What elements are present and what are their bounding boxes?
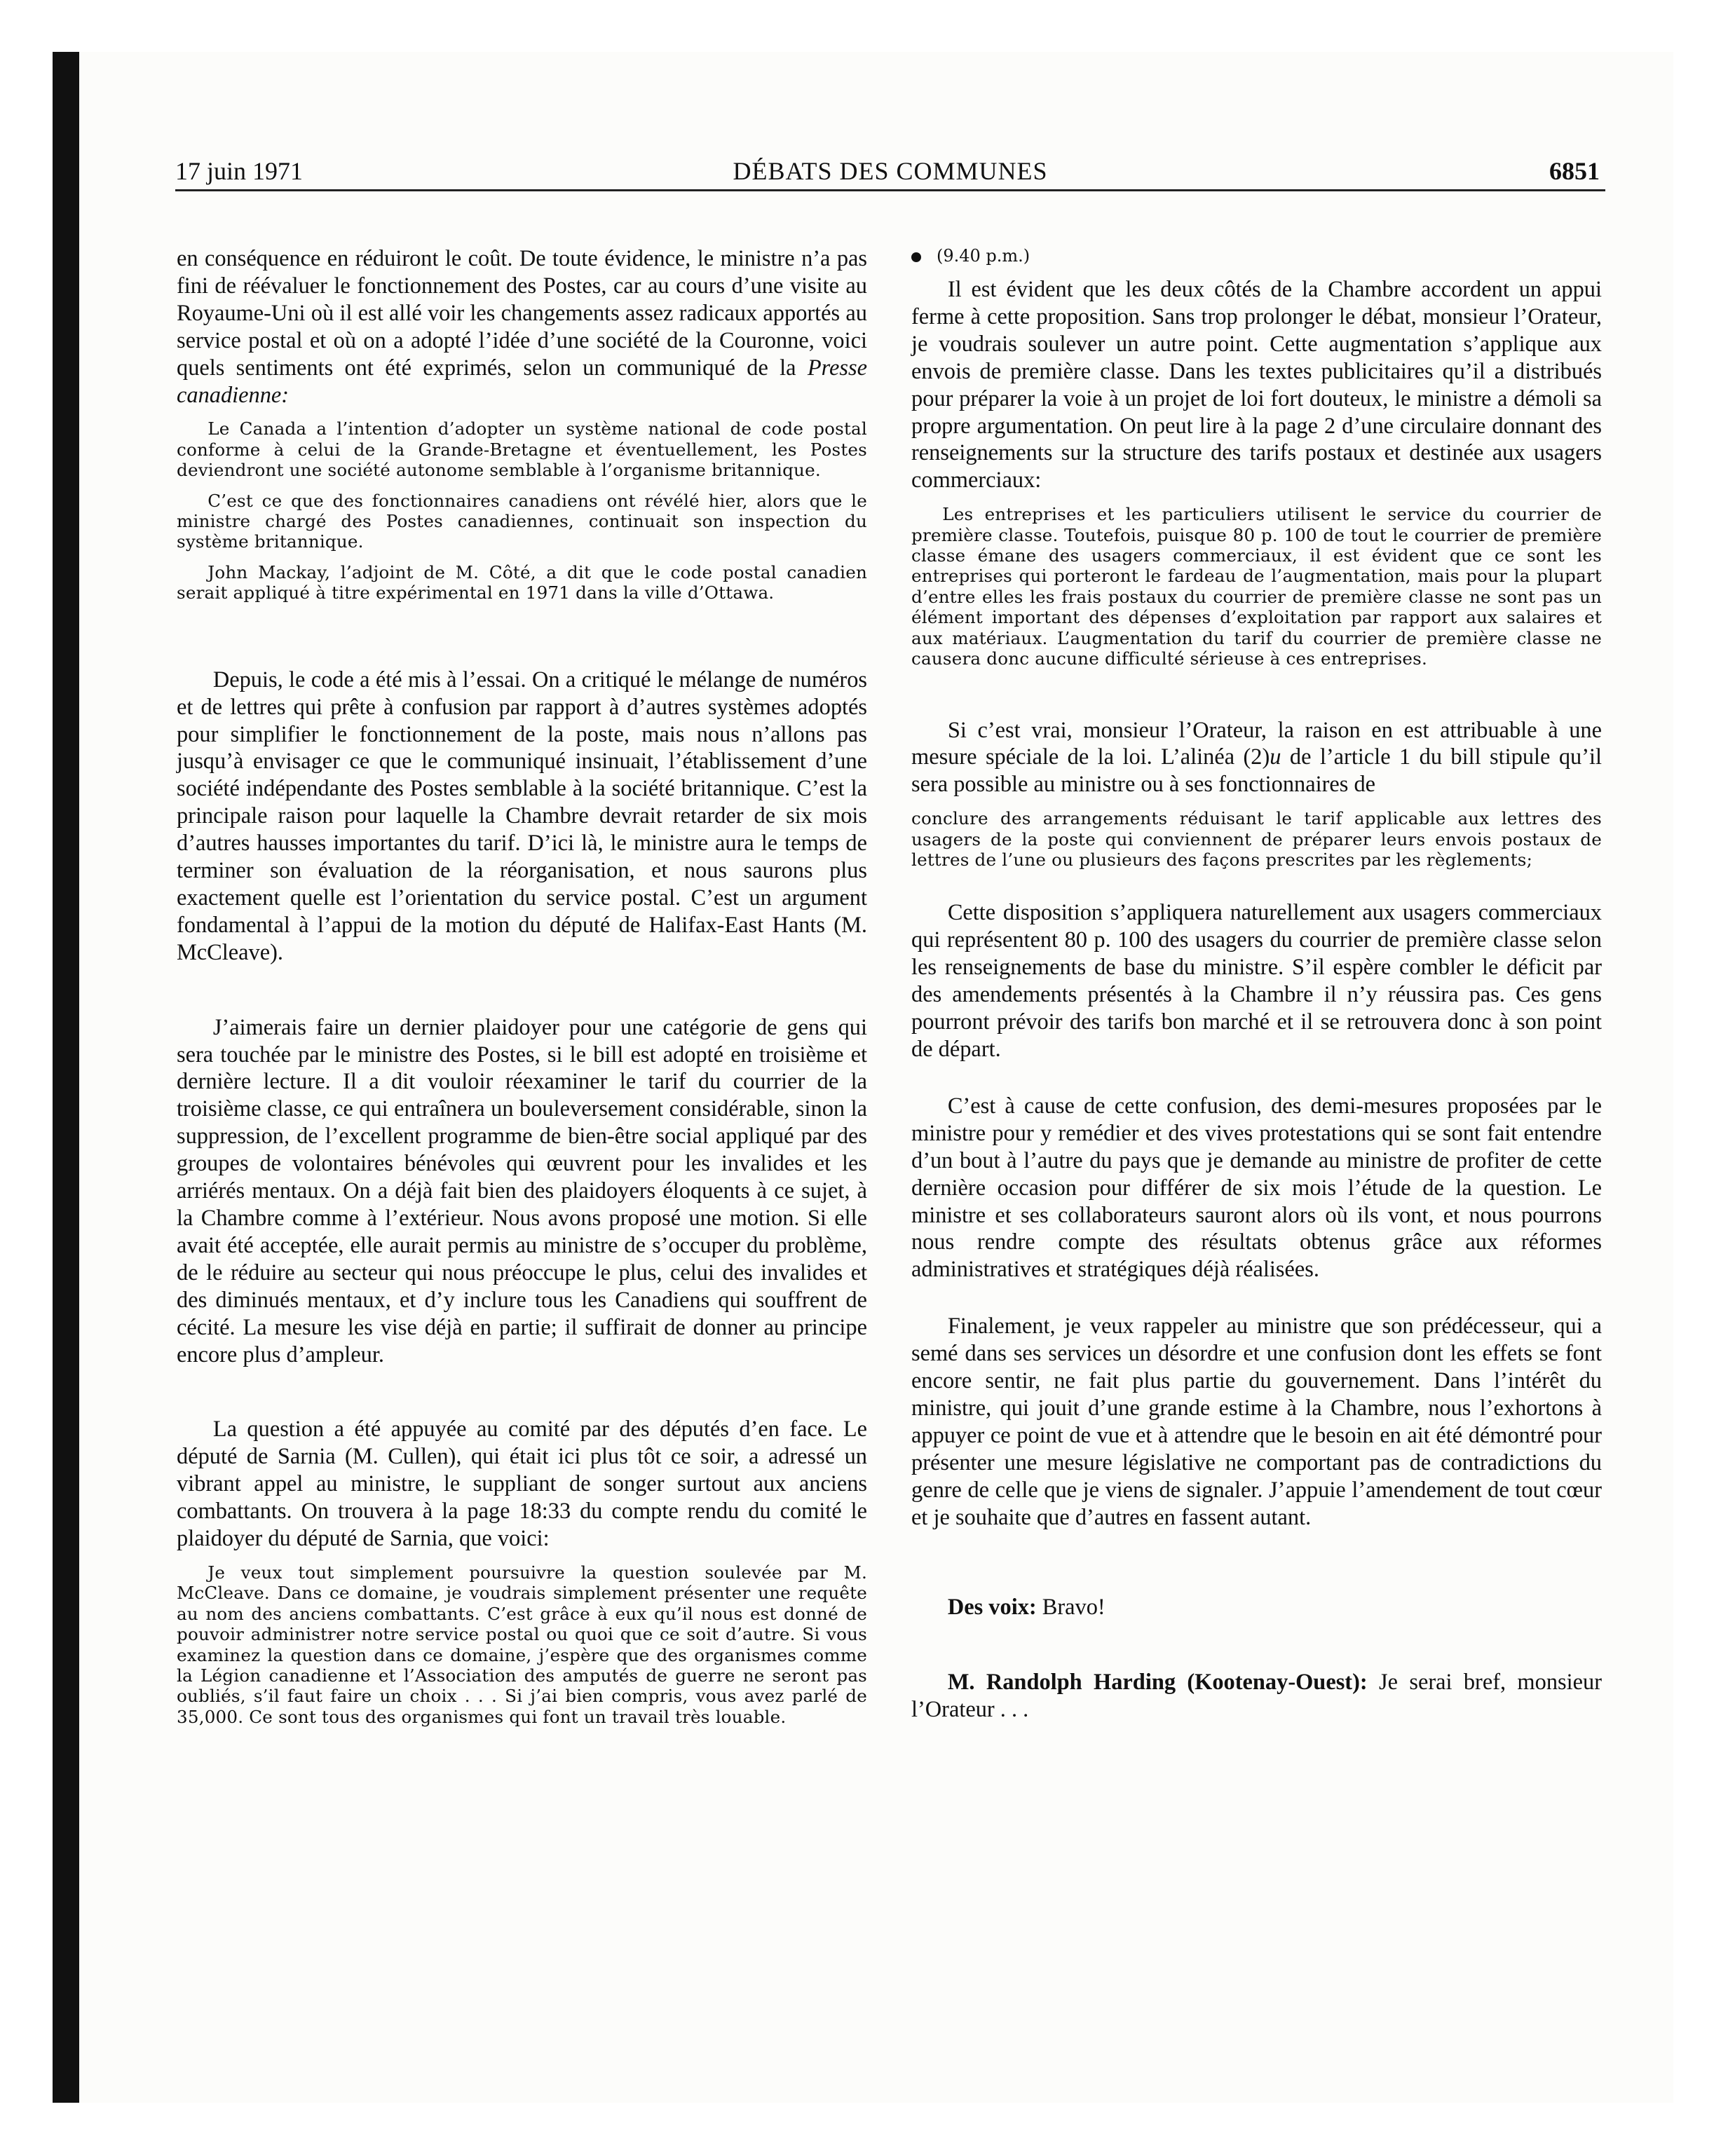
- paragraph: La question a été appuyée au comité par des députés d’en face. Le député de Sarnia (M. Cullen), qui était ici plus tôt ce soir, a adressé un vibrant appel au ministre, le suppliant de songer surtout aux anciens combattants. On trouvera à la page 18:33 du compte rendu du comité le plaidoyer du député de Sarnia, que voici:: [177, 1417, 867, 1552]
- speaker-line: [911, 1594, 1602, 1621]
- paragraph: J’aimerais faire un dernier plaidoyer pour une catégorie de gens qui sera touchée par le ministre des Postes, si le bill est adopté en troisième et dernière lecture. Il a dit vouloir réexaminer le tarif du courrier de la troisième classe, ce qui entraînera un bouleversement considérable, sinon la suppression, de l’excellent programme de bien-être social appliqué par des groupes de volontaires bénévoles qui œuvrent pour les invalides et les arriérés mentaux. On a déjà fait bien des plaidoyers éloquents à ce sujet, à la Chambre comme à l’extérieur. Nous avons proposé une motion. Si elle avait été acceptée, elle aurait permis au ministre de s’occuper du problème, de le réduire au secteur qui nous préoccupe le plus, celui des invalides et des diminués mentaux, et d’y inclure tous les Canadiens qui souffrent de cécité. La mesure les vise déjà en partie; il suffirait de donner au principe encore plus d’ampleur.: [177, 1014, 867, 1367]
- paragraph: [911, 717, 1602, 799]
- block-quote: Je veux tout simplement poursuivre la question soulevée par M. McCleave. Dans ce domaine, je voudrais simplement présenter une requête au nom des anciens combattants. C’est grâce à eux qu’il nous est donné de pouvoir administrer notre service postal ou quoi que ce soit d’autre. Si vous examinez la question dans ce domaine, j’espère que des organismes comme la Légion canadienne et l’Association des amputés de guerre ne seront pas oubliés, s’il faut faire un choix . . . Si j’ai bien compris, vous avez parlé de 35,000. Ce sont tous des organismes qui font un travail très louable.: [177, 1562, 867, 1727]
- block-quote: Le Canada a l’intention d’adopter un système national de code postal conforme à celui de la Grande-Bretagne et éventuellement, les Postes deviendront une société autonome semblable à l’organisme britannique.: [177, 418, 867, 481]
- paragraph: Cette disposition s’appliquera naturellement aux usagers commerciaux qui représentent 80 p. 100 des usagers du courrier de première classe selon les renseignements de base du ministre. S’il espère combler le déficit par des amendements présentés à la Chambre il n’y réussira pas. Ces gens pourront prévoir des tarifs bon marché et il se retrouvera donc à son point de départ.: [911, 900, 1602, 1062]
- left-column: [177, 245, 867, 1727]
- speaker-name: Des voix:: [947, 1595, 1037, 1621]
- right-column: [911, 245, 1602, 1724]
- block-quote: John Mackay, l’adjoint de M. Côté, a dit que le code postal canadien serait appliqué à titre expérimental en 1971 dans la ville d’Ottawa.: [177, 561, 867, 603]
- paragraph: C’est à cause de cette confusion, des demi-mesures proposées par le ministre pour y remédier et des vives protestations qui se sont fait entendre d’un bout à l’autre du pays que je demande au ministre de profiter de cette dernière occasion pour différer de six mois l’étude de la question. Le ministre et ses collaborateurs sauront alors où ils vont, et nous pourrons nous rendre compte des résultats obtenus grâce aux réformes administratives et stratégiques déjà réalisées.: [911, 1093, 1602, 1283]
- block-quote: conclure des arrangements réduisant le tarif applicable aux lettres des usagers de la poste qui conviennent de préparer leurs envois postaux de lettres de l’une ou plusieurs des façons prescrites par les règlements;: [911, 808, 1602, 871]
- speaker-text: Bravo!: [1036, 1595, 1105, 1621]
- block-quote: C’est ce que des fonctionnaires canadiens ont révélé hier, alors que le ministre chargé des Postes canadiennes, continuait son inspection du système britannique.: [177, 490, 867, 552]
- page-header: [175, 153, 1605, 191]
- paragraph-italic-text: u: [1270, 744, 1281, 770]
- speaker-line: [911, 1669, 1602, 1724]
- paragraph: [177, 245, 867, 409]
- paragraph-text: de l’article 1 du bill stipule qu’il sera possible au ministre ou à ses fonctionnaires de: [911, 744, 1603, 798]
- header-page-number: 6851: [1549, 157, 1600, 185]
- speaker-text: Je serai bref, monsieur l’Orateur . . .: [911, 1670, 1602, 1723]
- header-title: DÉBATS DES COMMUNES: [733, 157, 1048, 185]
- paragraph: Il est évident que les deux côtés de la Chambre accordent un appui ferme à cette proposition. Sans trop prolonger le débat, monsieur l’Orateur, je voudrais soulever un autre point. Cette augmentation s’applique aux envois de première classe. Dans les textes publicitaires qu’il a distribués pour préparer la voie à un projet de loi fort douteux, le ministre a démoli sa propre argumentation. On peut lire à la page 2 d’une circulaire donnant des renseignements sur la structure des tarifs postaux et destinée aux usagers commerciaux:: [911, 277, 1602, 493]
- bullet-icon: [911, 252, 921, 262]
- time-stamp: [911, 245, 1602, 266]
- paragraph: Finalement, je veux rappeler au ministre que son prédécesseur, qui a semé dans ses services un désordre et une confusion dont les effets se font encore sentir, ne fait plus partie du gouvernement. Dans l’intérêt du ministre, qui jouit d’une grande estime à la Chambre, nous l’exhortons à appuyer ce point de vue et à attendre que le besoin en ait été démontré pour présenter une mesure législative ne comportant pas de contradictions du genre de celle que je viens de signaler. J’appuie l’amendement de tout cœur et je souhaite que d’autres en fassent autant.: [911, 1314, 1602, 1530]
- paragraph-text: Si c’est vrai, monsieur l’Orateur, la raison en est attribuable à une mesure spéciale de la loi. L’alinéa (2): [911, 717, 1602, 770]
- paragraph-italic-text: Presse canadienne:: [177, 355, 867, 408]
- binding-edge: [53, 52, 79, 2103]
- paragraph-text: en conséquence en réduiront le coût. De toute évidence, le ministre n’a pas fini de réévaluer le fonctionnement des Postes, car au cours d’une visite au Royaume-Uni où il est allé voir les changements assez radicaux apportés au service postal et où on a adopté l’idée d’une société de la Couronne, voici quels sentiments ont été exprimés, selon un communiqué de la: [177, 246, 867, 381]
- header-date: 17 juin 1971: [175, 157, 304, 185]
- speaker-name: M. Randolph Harding (Kootenay-Ouest):: [947, 1670, 1368, 1696]
- time-stamp-text: (9.40 p.m.): [937, 246, 1030, 266]
- paragraph: Depuis, le code a été mis à l’essai. On a critiqué le mélange de numéros et de lettres qui prête à confusion par rapport à d’autres systèmes adoptés pour simplifier le fonctionnement de la poste, mais nous n’allons pas jusqu’à envisager ce que le communiqué insinuait, l’établissement d’une société indépendante des Postes semblable à la société britannique. C’est la principale raison pour laquelle la Chambre devrait retarder de six mois d’autres hausses importantes du tarif. D’ici là, le ministre aura le temps de terminer son évaluation de la réorganisation, et nous saurons plus exactement quelle est l’orientation du service postal. C’est un argument fondamental à l’appui de la motion du député de Halifax-East Hants (M. McCleave).: [177, 667, 867, 965]
- block-quote: Les entreprises et les particuliers utilisent le service du courrier de première classe. Toutefois, puisque 80 p. 100 de tout le courrier de première classe émane des usagers commerciaux, il est évident que ce sont les entreprises qui porteront le fardeau de l’augmentation, mais pour la plupart d’entre elles les frais postaux du courrier de première classe ne sont pas un élément important des dépenses d’exploitation par rapport aux salaires et aux matériaux. L’augmentation du tarif du courrier de première classe ne causera donc aucune difficulté sérieuse à ces entreprises.: [911, 504, 1602, 669]
